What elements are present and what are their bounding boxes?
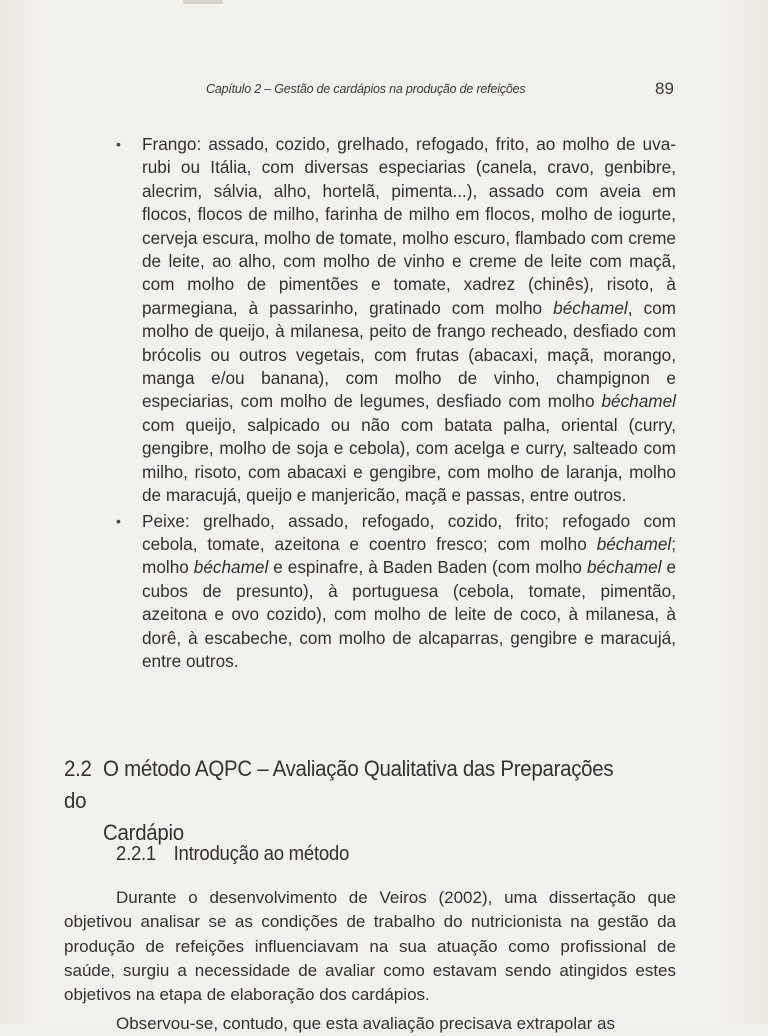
- bullet-text-segment: Frango: assado, cozido, grelhado, refogado, frito, ao molho de uva-rubi ou Itália, com diversas especiarias (canela, cravo, genbibre, alecrim, sálvia, alho, hortelã, pimenta...), assado com aveia em flocos, flocos de milho, farinha de milho em flocos, molho de iogurte, cerveja escura, molho de tomate, molho escuro, flambado com creme de leite, ao alho, com molho de vinho e creme de leite com maçã, com molho de pimentões e tomate, xadrez (chinês), risoto, à parmegiana, à passarinho, gratinado com molho: [142, 134, 676, 318]
- bullet-italic-term: béchamel: [553, 297, 628, 318]
- body-paragraph: Durante o desenvolvimento de Veiros (2002), uma dissertação que objetivou analisar se as condições de trabalho do nutricionista na gestão da produção de refeições influenciavam na sua atuação como profissional de saúde, surgiu a necessidade de avaliar como estavam sendo atingidos estes objetivos na etapa de elaboração dos cardápios.: [64, 888, 676, 1005]
- bullet-text-segment: e cubos de presunto), à portuguesa (cebola, tomate, pimentão, azeitona e ovo cozido), com molho de leite de coco, à milanesa, à dorê, à escabeche, com molho de alcaparras, gengibre e maracujá, entre outros.: [142, 557, 676, 671]
- bullet-text-segment: Peixe: grelhado, assado, refogado, cozido, frito; refogado com cebola, tomate, azeitona e coentro fresco; com molho: [142, 510, 676, 554]
- running-head: [0, 79, 768, 104]
- subsection-title: Introdução ao método: [173, 843, 350, 865]
- bullet-italic-term: béchamel: [193, 557, 269, 578]
- section-heading: [64, 753, 641, 849]
- next-paragraph-partial: Observou-se, contudo, que esta avaliação precisava extrapolar as: [116, 1014, 615, 1033]
- bullet-text-segment: e espinafre, à Baden Baden (com molho: [268, 557, 587, 578]
- bullet-italic-term: béchamel: [601, 391, 676, 412]
- page-number: 89: [655, 79, 674, 98]
- bullet-text-segment: ; molho: [142, 533, 676, 578]
- bullet-text-segment: , com molho de queijo, à milanesa, peito de frango recheado, desfiado com brócolis ou outros vegetais, com frutas (abacaxi, maçã, morango, manga e/ou banana), com molho de vinho, champignon e especiarias, com molho de legumes, desfiado com molho: [142, 297, 676, 412]
- bullet-list: [114, 133, 676, 675]
- bullet-item-peixe: [114, 510, 676, 674]
- bullet-italic-term: béchamel: [586, 557, 662, 578]
- section-number: 2.2: [64, 756, 92, 781]
- bullet-text-segment: com queijo, salpicado ou não com batata palha, oriental (curry, gengibre, molho de soja e cebola), com acelga e curry, salteado com milho, risoto, com abacaxi e gengibre, com molho de laranja, molho de maracujá, queijo e manjericão, maçã e passas, entre outros.: [142, 414, 676, 506]
- subsection-number: 2.2.1: [116, 843, 156, 865]
- bullet-icon: •: [116, 512, 121, 529]
- bullet-item-frango: [114, 133, 676, 508]
- subsection-heading: [116, 843, 349, 866]
- section-title-line2: Cardápio: [103, 820, 184, 845]
- scan-artifact: [183, 0, 223, 4]
- bullet-icon: •: [116, 136, 121, 152]
- running-head-title: Capítulo 2 – Gestão de cardápios na produção de refeições: [206, 82, 526, 96]
- section-title-line1: O método AQPC – Avaliação Qualitativa das Preparações do: [64, 756, 614, 813]
- bullet-italic-term: béchamel: [596, 533, 672, 554]
